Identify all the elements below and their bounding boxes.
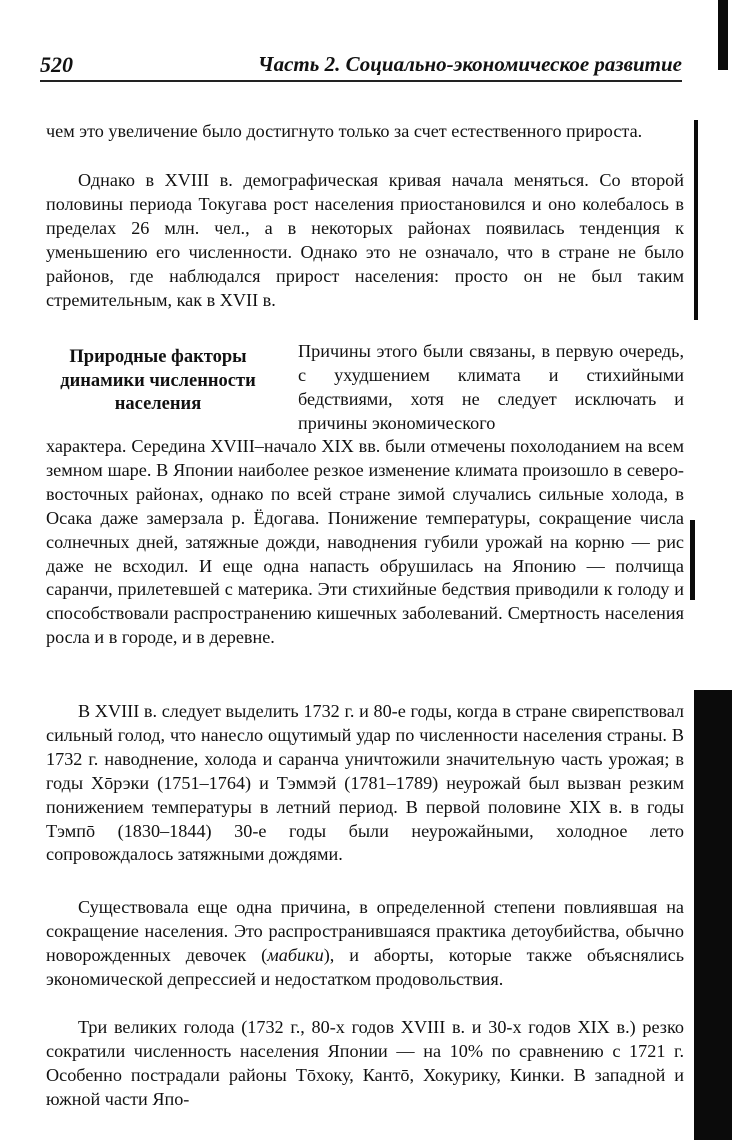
paragraph-demographic-curve: Однако в XVIII в. демографическая кривая начала меняться. Со второй половины периода Токугава рост населения приостановился и оно колебалось в пределах 26 млн. чел., а в некоторых районах появилась тенденция к уменьшению его численности. Однако это не означало, что в стране не было районов, где наблюдался прирост населения: просто он не был таким стремительным, как в XVII в.	[46, 170, 684, 310]
running-title: Часть 2. Социально-экономическое развитие	[257, 52, 682, 76]
page-number: 520	[40, 52, 73, 77]
scan-edge-shadow	[690, 0, 736, 1140]
paragraph-causes-start: Причины этого были связаны, в первую очередь, с ухудшением климата и стихийными бедствиями, хотя не следует исключать и причины экономического	[298, 341, 684, 433]
paragraph-causes-rest: характера. Середина XVIII–начало XIX вв. были отмечены похолоданием на всем земном шаре. В Японии наиболее резкое изменение климата произошло в северо-восточных районах, однако по всей стране зимой случались сильные холода, в Осака даже замерзала р. Ёдогава. Понижение температуры, сокращение числа солнечных дней, затяжные дожди, наводнения губили урожай на корню — рис даже не всходил. И еще одна напасть обрушилась на Японию — полчища саранчи, прилетевшей с материка. Эти стихийные бедствия приводили к голоду и способствовали распространению кишечных заболеваний. Смертность населения росла и в городе, и в деревне.	[46, 436, 684, 648]
paragraph-great-famines: Три великих голода (1732 г., 80-х годов XVIII в. и 30-х годов XIX в.) резко сократили численность населения Японии — на 10% по сравнению с 1721 г. Особенно пострадали районы Тōхоку, Кантō, Хокурику, Кинки. В западной и южной части Япо-	[46, 1017, 684, 1109]
sidebar-heading: Природные факторы динамики численности населения	[60, 347, 256, 414]
page-header	[40, 52, 682, 82]
mabiki-term: мабики	[267, 944, 324, 965]
header-rule	[40, 80, 682, 82]
infanticide-text-a: Существовала еще одна причина, в определенной степени повлиявшая на сокращение населения. Это распространившаяся практика детоубийства, обычно новорожденных девочек (	[46, 897, 684, 965]
infanticide-text-b: ), и аборты, которые также объяснялись экономической депрессией и недостатком продовольствия.	[46, 944, 684, 989]
paragraph-infanticide	[46, 896, 684, 992]
paragraph-continuation: чем это увеличение было достигнуто только за счет естественного прироста.	[46, 121, 643, 141]
paragraph-famines-18th: В XVIII в. следует выделить 1732 г. и 80-е годы, когда в стране свирепствовал сильный голод, что нанесло ощутимый удар по численности населения страны. В 1732 г. наводнение, холода и саранча уничтожили значительную часть урожая; в годы Хōрэки (1751–1764) и Тэммэй (1781–1789) неурожай был вызван резким понижением температуры в летний период. В первой половине XIX в. в годы Тэмпō (1830–1844) 30-е годы были неурожайными, холодное лето сопровождалось затяжными дождями.	[46, 701, 684, 865]
